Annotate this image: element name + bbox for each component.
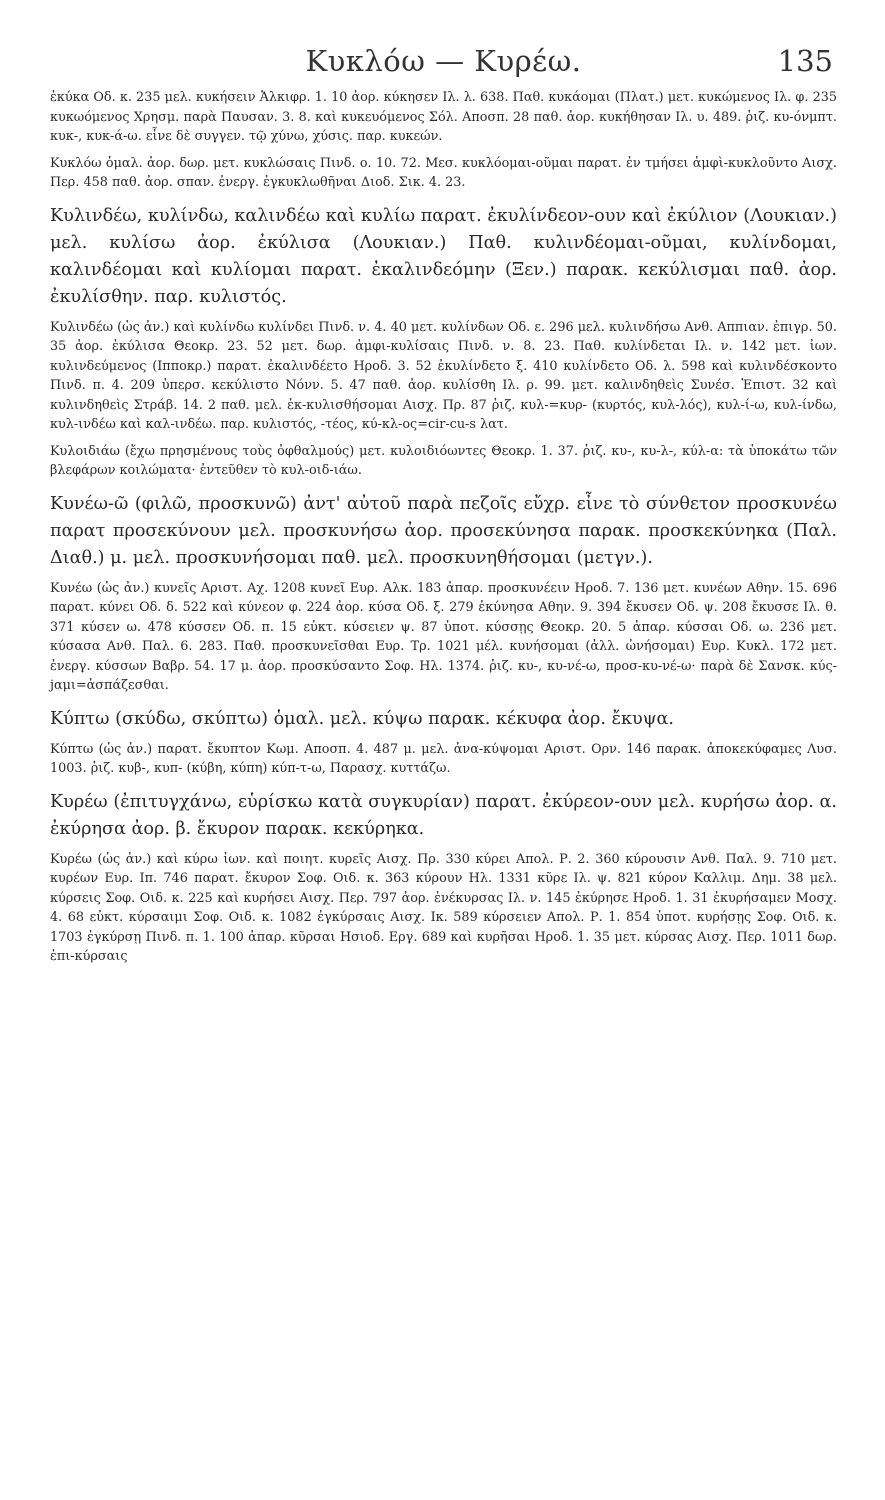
- entry-kypto-detail: Κύπτω (ὡς ἀν.) παρατ. ἔκυπτον Κωμ. Αποσπ. 4. 487 μ. μελ. ἀνα-κύψομαι Αριστ. Ορν. 146 παρακ. ἀποκεκύφαμες Λυσ. 1003. ῥιζ. κυβ-, κυπ- (κύβη, κύπη) κύπ-τ-ω, Παρασχ. κυττάζω.: [50, 741, 837, 776]
- entry-kylindeo-detail: Κυλινδέω (ὡς ἀν.) καὶ κυλίνδω κυλίνδει Πινδ. ν. 4. 40 μετ. κυλίνδων Οδ. ε. 296 μελ. κυλινδήσω Ανθ. Αππιαν. ἐπιγρ. 50. 35 ἀορ. ἐκύλισα Θεοκρ. 23. 52 μετ. δωρ. ἀμφι-κυλίσαις Πινδ. ν. 8. 23. Παθ. κυλίνδεται Ιλ. ν. 142 μετ. ἰων. κυλινδεύμενος (Ιπποκρ.) παρατ. ἐκαλινδέετο Ηροδ. 3. 52 ἐκυλίνδετο ξ. 410 κυλίνδετο Οδ. λ. 598 καὶ κυλινδέσκοντο Πινδ. π. 4. 209 ὑπερσ. κεκύλιστο Νόνν. 5. 47 παθ. ἀορ. κυλίσθη Ιλ. ρ. 99. μετ. καλινδηθεὶς Συνέσ. Ἐπιστ. 32 καὶ κυλινδηθεὶς Στράβ. 14. 2 παθ. μελ. ἐκ-κυλισθήσομαι Αισχ. Πρ. 87 ῥιζ. κυλ-=κυρ- (κυρτός, κυλ-λός), κυλ-ί-ω, κυλ-ίνδω, κυλ-ινδέω καὶ καλ-ινδέω. παρ. κυλιστός, -τέος, κύ-κλ-ος=cir-cu-s λατ.: [50, 319, 837, 432]
- running-header: [50, 30, 837, 88]
- entry-kylindeo-summary: Κυλινδέω, κυλίνδω, καλινδέω καὶ κυλίω παρατ. ἐκυλίνδεον-ουν καὶ ἐκύλιον (Λουκιαν.) μελ. κυλίσω ἀορ. ἐκύλισα (Λουκιαν.) Παθ. κυλινδέομαι-οῦμαι, κυλίνδομαι, καλινδέομαι καὶ κυλίομαι παρατ. ἐκαλινδεόμην (Ξεν.) παρακ. κεκύλισμαι παθ. ἀορ. ἐκυλίσθην. παρ. κυλιστός.: [50, 205, 837, 307]
- header-title: Κυκλόω — Κυρέω.: [305, 44, 582, 78]
- entry-kyreo-detail: Κυρέω (ὡς ἀν.) καὶ κύρω ἰων. καὶ ποιητ. κυρεῖς Αισχ. Πρ. 330 κύρει Απολ. Ρ. 2. 360 κύρουσιν Ανθ. Παλ. 9. 710 μετ. κυρέων Ευρ. Ιπ. 746 παρατ. ἔκυρον Σοφ. Οιδ. κ. 363 κύρουν Ηλ. 1331 κῦρε Ιλ. ψ. 821 κύρον Καλλιμ. Δημ. 38 μελ. κύρσεις Σοφ. Οιδ. κ. 225 καὶ κυρήσει Αισχ. Περ. 797 ἀορ. ἐνέκυρσας Ιλ. ν. 145 ἐκύρησε Ηροδ. 1. 31 ἐκυρήσαμεν Μοσχ. 4. 68 εὐκτ. κύρσαιμι Σοφ. Οιδ. κ. 1082 ἐγκύρσαις Αισχ. Ικ. 589 κύρσειεν Απολ. Ρ. 1. 854 ὑποτ. κυρήσῃς Σοφ. Οιδ. κ. 1703 ἐγκύρσῃ Πινδ. π. 1. 100 ἀπαρ. κῦρσαι Ησιοδ. Εργ. 689 καὶ κυρῆσαι Ηροδ. 1. 35 μετ. κύρσας Αισχ. Περ. 1011 δωρ. ἐπι-κύρσαις: [50, 851, 837, 964]
- entry-kykao-continuation: ἐκύκα Οδ. κ. 235 μελ. κυκήσειν Ἀλκιφρ. 1. 10 ἀορ. κύκησεν Ιλ. λ. 638. Παθ. κυκάομαι (Πλατ.) μετ. κυκώμενος Ιλ. φ. 235 κυκωόμενος Χρησμ. παρὰ Παυσαν. 3. 8. καὶ κυκευόμενος Σόλ. Αποσπ. 28 παθ. ἀορ. κυκήθησαν Ιλ. υ. 489. ῥιζ. κυ-όνμπτ. κυκ-, κυκ-ά-ω. εἶνε δὲ συγγεν. τῷ χύνω, χύσις. παρ. κυκεών.: [50, 90, 837, 144]
- entry-kykloo: Κυκλόω ὁμαλ. ἀορ. δωρ. μετ. κυκλώσαις Πινδ. ο. 10. 72. Μεσ. κυκλόομαι-οῦμαι παρατ. ἐν τμήσει ἀμφὶ-κυκλοῦντο Αισχ. Περ. 458 παθ. ἀορ. σπαν. ἐνεργ. ἐγκυκλωθῆναι Διοδ. Σικ. 4. 23.: [50, 155, 837, 190]
- entry-kyreo-summary: Κυρέω (ἐπιτυγχάνω, εὑρίσκω κατὰ συγκυρίαν) παρατ. ἐκύρεον-ουν μελ. κυρήσω ἀορ. α. ἐκύρησα ἀορ. β. ἔκυρον παρακ. κεκύρηκα.: [50, 791, 837, 839]
- entry-kypto-summary: Κύπτω (σκύδω, σκύπτω) ὁμαλ. μελ. κύψω παρακ. κέκυφα ἀορ. ἔκυψα.: [50, 708, 674, 729]
- entry-kyloidiao: Κυλοιδιάω (ἔχω πρησμένους τοὺς ὀφθαλμούς) μετ. κυλοιδιόωντες Θεοκρ. 1. 37. ῥιζ. κυ-, κυ-λ-, κύλ-α: τὰ ὑποκάτω τῶν βλεφάρων κοιλώματα· ἐντεῦθεν τὸ κυλ-οιδ-ιάω.: [50, 443, 837, 478]
- entry-kyneo-summary: Κυνέω-ῶ (φιλῶ, προσκυνῶ) ἀντ' αὐτοῦ παρὰ πεζοῖς εὔχρ. εἶνε τὸ σύνθετον προσκυνέω παρατ προσεκύνουν μελ. προσκυνήσω ἀορ. προσεκύνησα παρακ. προσκεκύνηκα (Παλ. Διαθ.) μ. μελ. προσκυνήσομαι παθ. μελ. προσκυνηθήσομαι (μετγν.).: [50, 493, 837, 568]
- entry-kyneo-detail: Κυνέω (ὡς ἀν.) κυνεῖς Αριστ. Αχ. 1208 κυνεῖ Ευρ. Αλκ. 183 ἀπαρ. προσκυνέειν Ηροδ. 7. 136 μετ. κυνέων Αθην. 15. 696 παρατ. κύνει Οδ. δ. 522 καὶ κύνεον φ. 224 ἀορ. κύσα Οδ. ξ. 279 ἐκύνησα Αθην. 9. 394 ἔκυσεν Οδ. ψ. 208 ἔκυσσε Ιλ. θ. 371 κύσεν ω. 478 κύσσεν Οδ. π. 15 εὐκτ. κύσειεν ψ. 87 ὑποτ. κύσσῃς Θεοκρ. 20. 5 ἀπαρ. κύσσαι Οδ. ω. 236 μετ. κύσασα Ανθ. Παλ. 6. 283. Παθ. προσκυνεῖσθαι Ευρ. Τρ. 1021 μέλ. κυνήσομαι (ἀλλ. ὠνήσομαι) Ευρ. Κυκλ. 172 μετ. ἐνεργ. κύσσων Βαβρ. 54. 17 μ. ἀορ. προσκύσαντο Σοφ. Ηλ. 1374. ῥιζ. κυ-, κυ-νέ-ω, προσ-κυ-νέ-ω· παρὰ δὲ Σανσκ. κύς-jαμι=ἀσπάζεσθαι.: [50, 580, 837, 693]
- page-number: 135: [777, 44, 833, 78]
